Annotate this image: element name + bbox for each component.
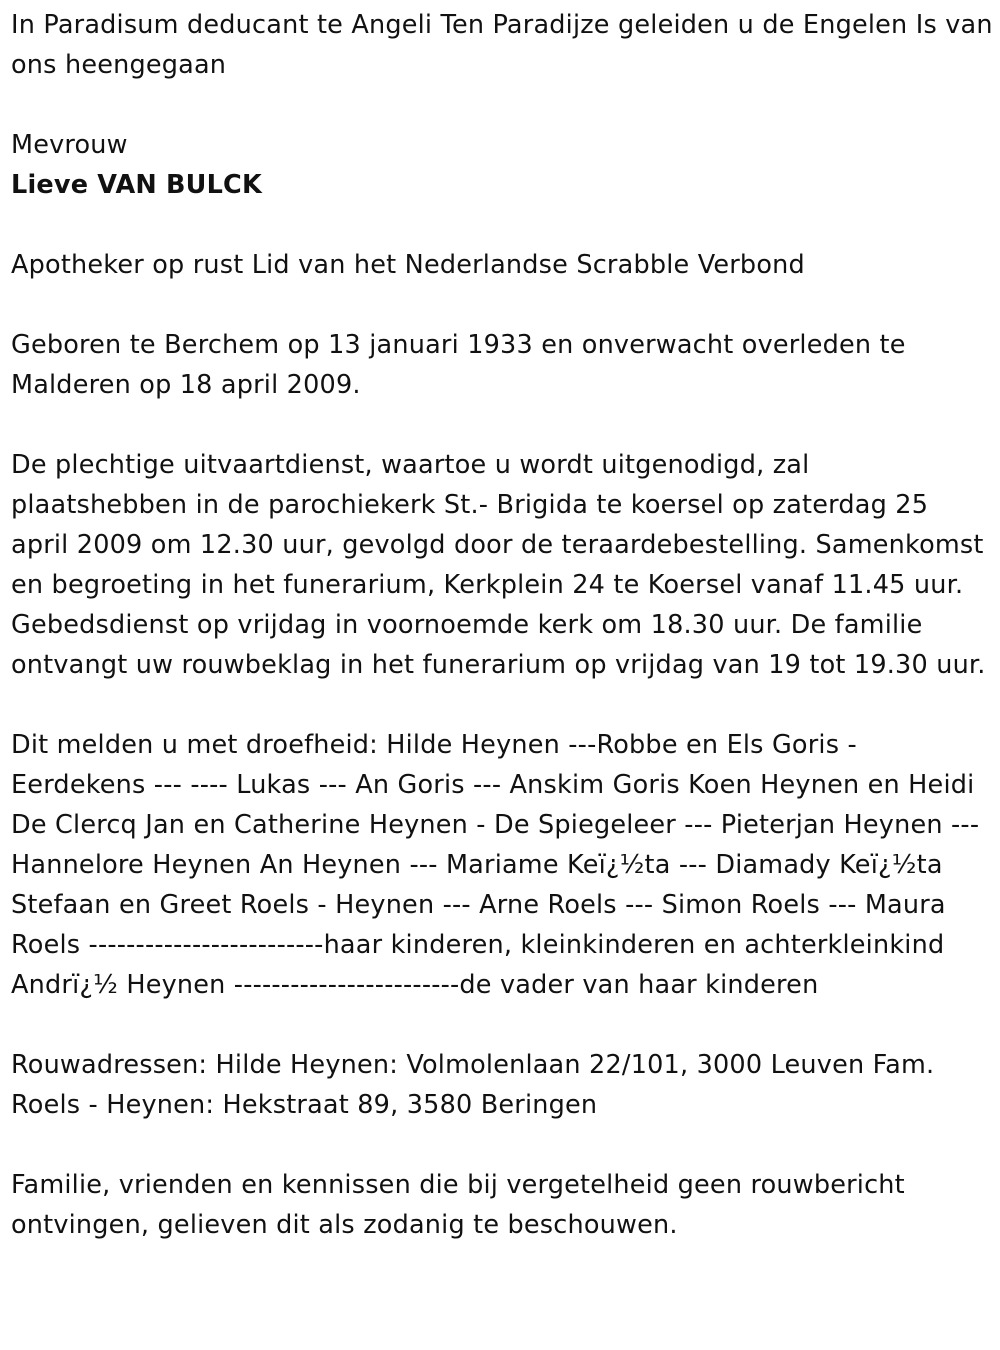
obituary-document — [11, 5, 993, 1245]
birth-death-text: Geboren te Berchem op 13 januari 1933 en onverwacht overleden te Malderen op 18 april 2009. — [11, 330, 906, 400]
addresses-text: Rouwadressen: Hilde Heynen: Volmolenlaan 22/101, 3000 Leuven Fam. Roels - Heynen: Hekstraat 89, 3580 Beringen — [11, 1050, 935, 1120]
salutation: Mevrouw — [11, 130, 128, 160]
ceremony-text: De plechtige uitvaartdienst, waartoe u wordt uitgenodigd, zal plaatshebben in de parochiekerk St.- Brigida te koersel op zaterdag 25 april 2009 om 12.30 uur, gevolgd door de teraardebestelling. Samenkomst en begroeting in het funerarium, Kerkplein 24 te Koersel vanaf 11.45 uur. Gebedsdienst op vrijdag in voornoemde kerk om 18.30 uur. De familie ontvangt uw rouwbeklag in het funerarium op vrijdag van 19 tot 19.30 uur. — [11, 450, 986, 680]
family-text: Dit melden u met droefheid: Hilde Heynen ---Robbe en Els Goris - Eerdekens --- ---- Lukas --- An Goris --- Anskim Goris Koen Heynen en Heidi De Clercq Jan en Catherine Heynen - De Spiegeleer --- Pieterjan Heynen --- Hannelore Heynen An Heynen --- Mariame Keï¿½ta --- Diamady Keï¿½ta Stefaan en Greet Roels - Heynen --- Arne Roels --- Simon Roels --- Maura Roels -------------------------haar kinderen, kleinkinderen en achterkleinkind Andrï¿½ Heynen ------------------------de vader van haar kinderen — [11, 730, 980, 1000]
deceased-name: Lieve VAN BULCK — [11, 170, 262, 200]
closing-text: Familie, vrienden en kennissen die bij vergetelheid geen rouwbericht ontvingen, gelieven dit als zodanig te beschouwen. — [11, 1170, 905, 1240]
description-text: Apotheker op rust Lid van het Nederlandse Scrabble Verbond — [11, 250, 805, 280]
intro-text: In Paradisum deducant te Angeli Ten Paradijze geleiden u de Engelen Is van ons heengegaan — [11, 10, 993, 80]
